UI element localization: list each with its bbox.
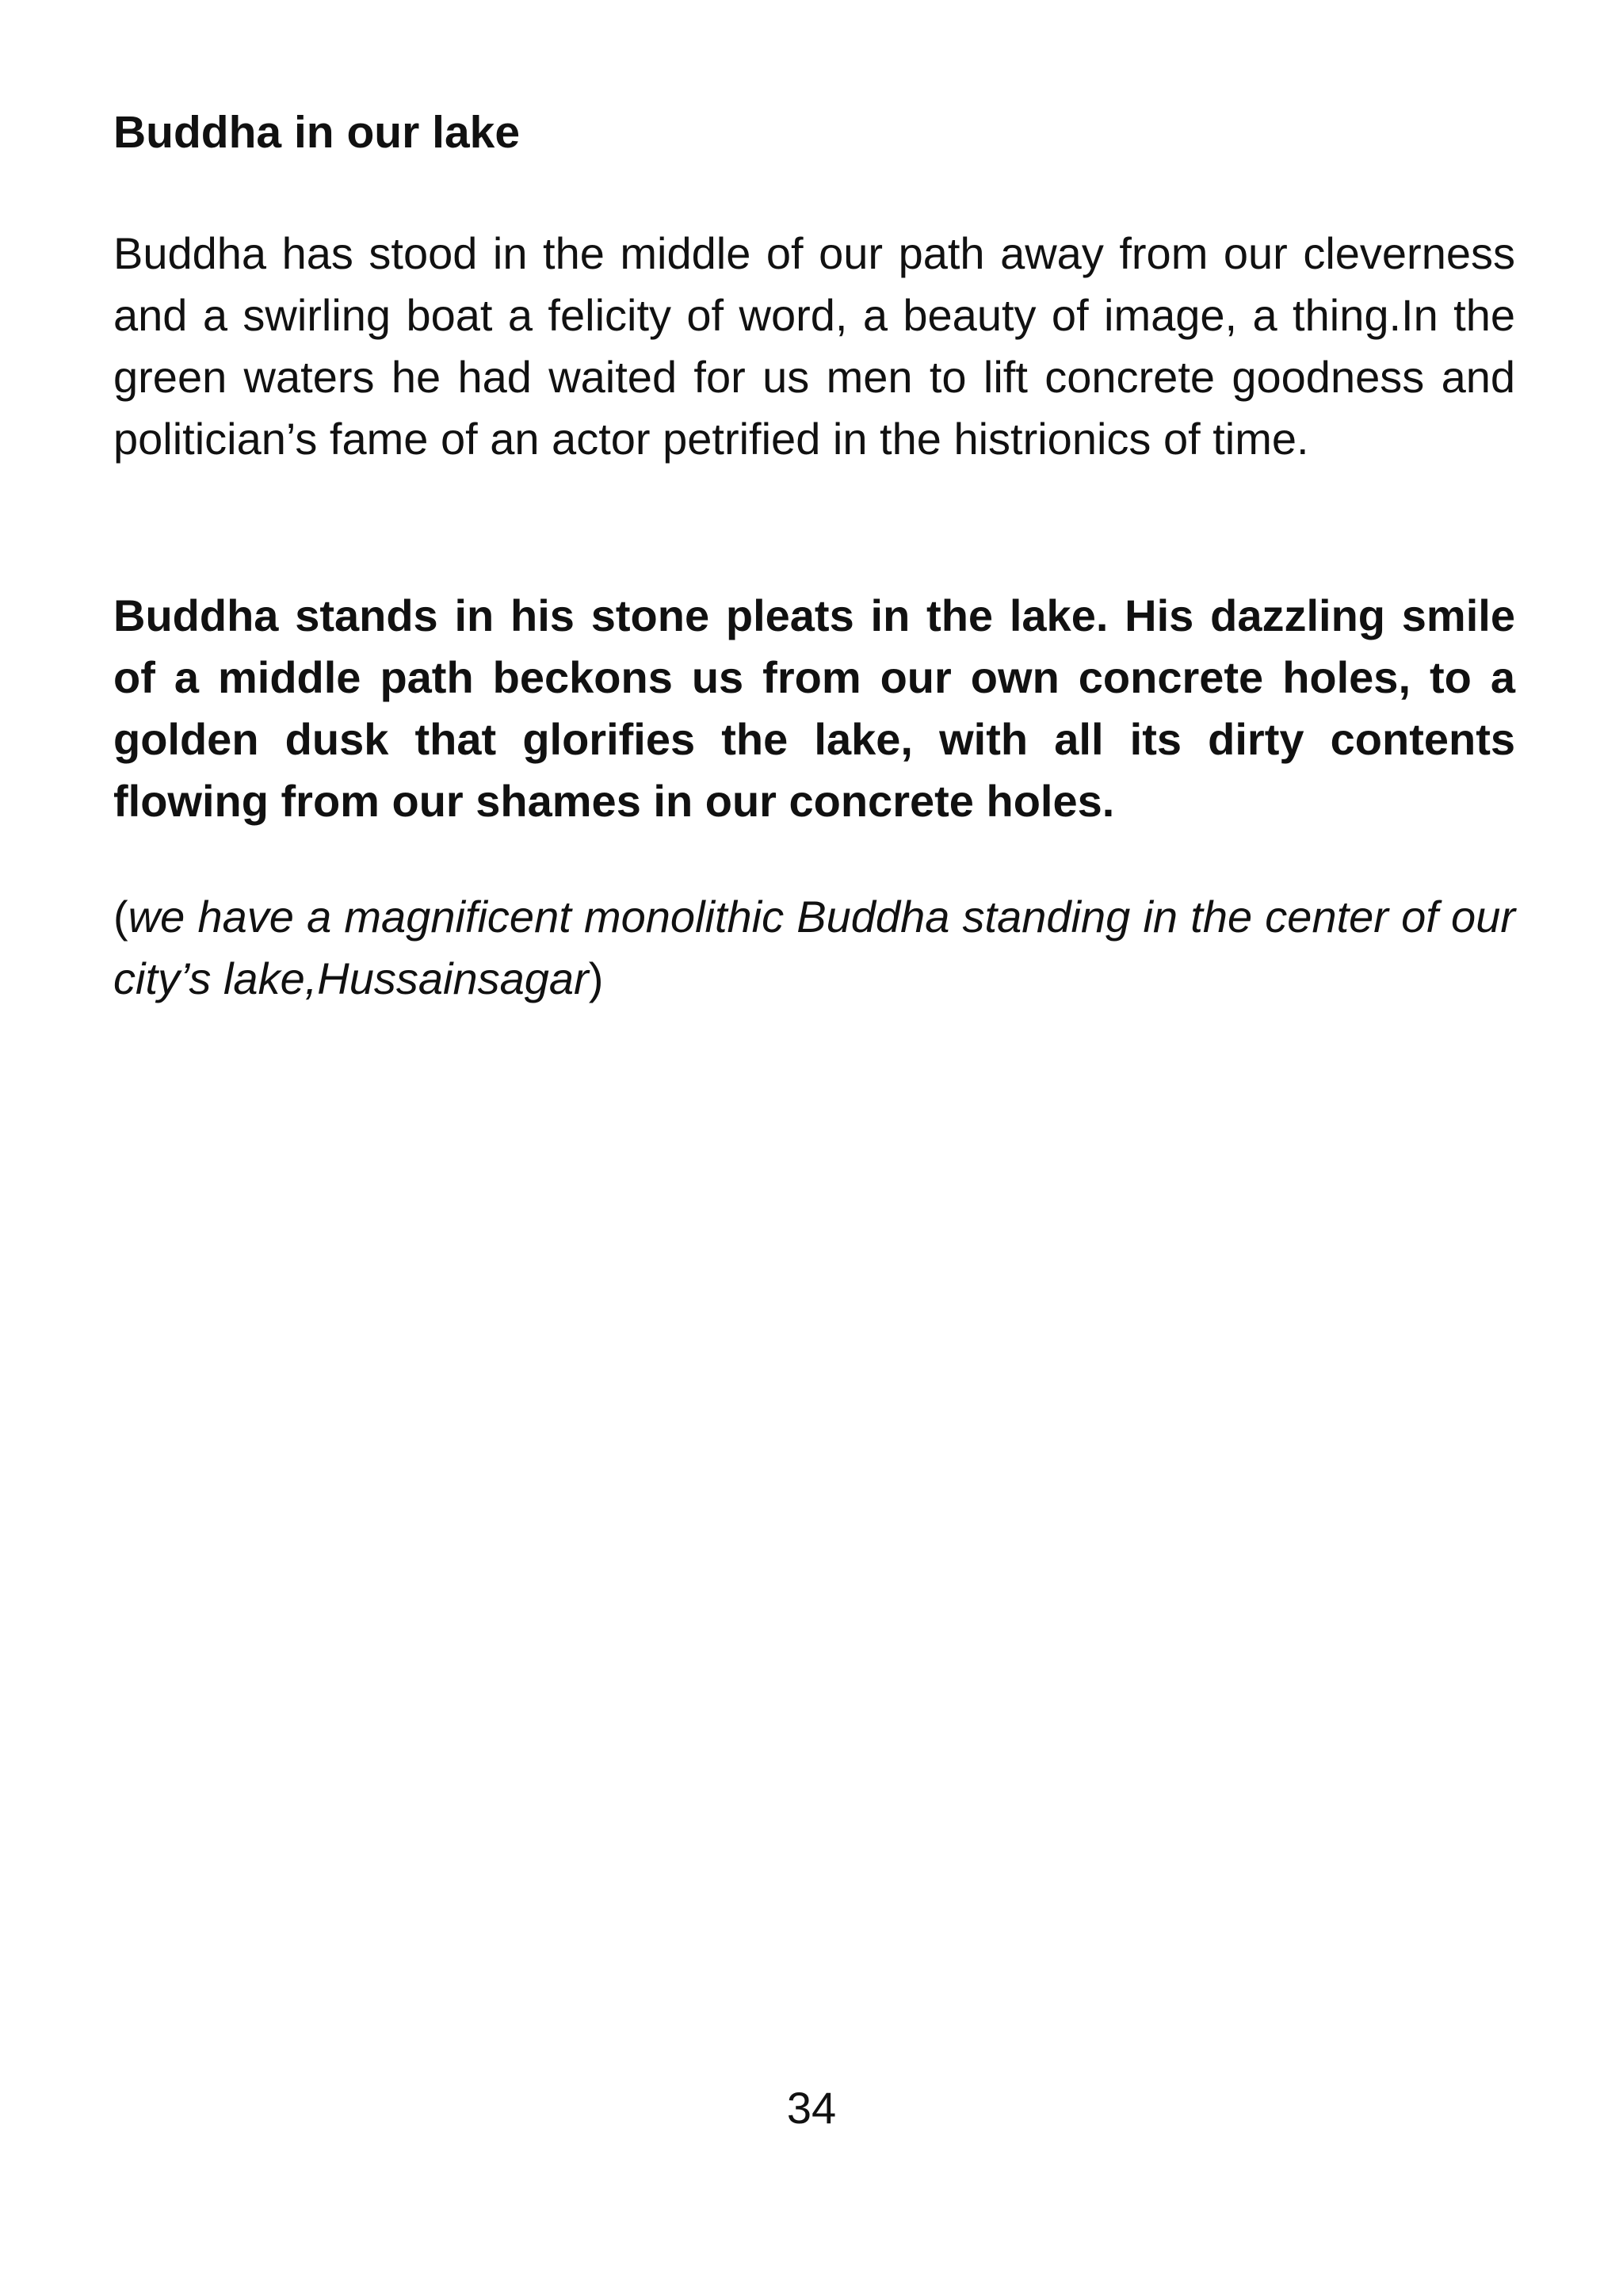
close-parenthesis: ) xyxy=(588,953,604,1003)
poem-title: Buddha in our lake xyxy=(113,107,521,158)
footnote-paragraph xyxy=(113,886,1515,1010)
open-parenthesis: ( xyxy=(113,892,128,942)
page-number: 34 xyxy=(786,2083,837,2133)
footnote-italic-text: we have a magnificent monolithic Buddha standing in the center of our city’s lake,Hussainsagar xyxy=(113,892,1515,1003)
paragraph-1: Buddha has stood in the middle of our path away from our cleverness and a swirling boat a felicity of word, a beauty of image, a thing.In the green waters he had waited for us men to lift concrete goodness and politician’s fame of an actor petrified in the histrionics of time. xyxy=(113,228,1515,464)
paragraph-2-bold: Buddha stands in his stone pleats in the lake. His dazzling smile of a middle path beckons us from our own concrete holes, to a golden dusk that glorifies the lake, with all its dirty contents flowing from our shames in our concrete holes. xyxy=(113,590,1515,826)
